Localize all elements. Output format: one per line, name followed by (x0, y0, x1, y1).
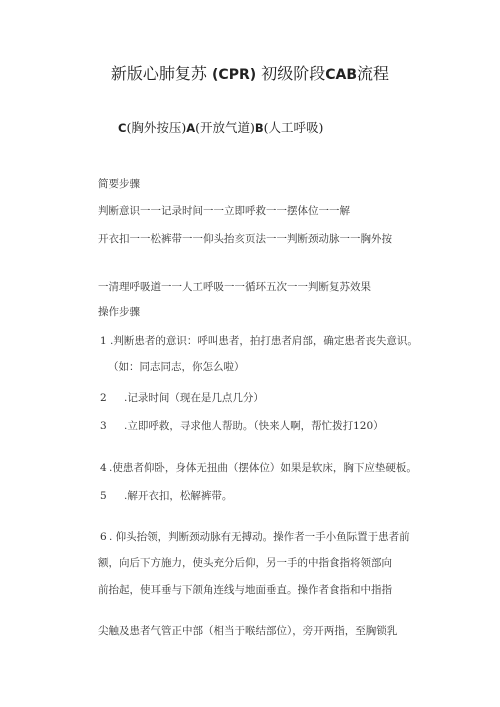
subtitle-c-text: (胸外按压) (126, 120, 187, 135)
step-number: 1 (100, 335, 107, 347)
summary-line: 一清理呼吸道一一人工呼吸一一循环五次一一判断复苏效果 (98, 281, 371, 293)
step-text: .使患者仰卧，身体无扭曲（摆体位）如果是软床，胸下应垫硬板。 (109, 462, 417, 474)
step-text: .记录时间（现在是几点几分） (124, 392, 264, 404)
title-part4: CAB (325, 67, 358, 83)
title-part1: 新版心肺复苏 (110, 64, 207, 83)
step-text: . 仰头抬领，判断颈动脉有无搏动。操作者一手小鱼际置于患者前 (109, 531, 410, 543)
step-text: （如：同志同志，你怎么啦） (108, 361, 245, 373)
summary-heading: 简要步骤 (98, 178, 140, 190)
subtitle (118, 120, 323, 136)
step-text: 尖触及患者气管正中部（相当于喉结部位），旁开两指，至胸锁乳 (98, 625, 398, 637)
step-number: 2 (100, 392, 107, 404)
step-text: .判断患者的意识：呼叫患者，拍打患者肩部，确定患者丧失意识。 (110, 335, 418, 347)
step-number: 5 (100, 490, 107, 502)
subtitle-a: A (186, 121, 196, 135)
summary-line: 开衣扣一一松裤带一一仰头抬亥页法一一判断颈动脉一一胸外按 (98, 233, 392, 245)
step-text: .解开衣扣，松解裤带。 (124, 490, 233, 502)
page-title (0, 63, 500, 86)
title-part5: 流程 (357, 64, 390, 83)
ops-heading: 操作步骤 (98, 306, 140, 318)
subtitle-b: B (254, 121, 264, 135)
step-text: 前抬起，使耳垂与下颌角连线与地面垂直。操作者食指和中指指 (98, 584, 392, 596)
step-number: 3 (100, 420, 107, 432)
subtitle-b-text: (人工呼吸) (263, 120, 324, 135)
step-text: .立即呼救，寻求他人帮助。（快来人啊，帮忙拨打120） (124, 420, 384, 432)
summary-line: 判断意识一一记录时间一一立即呼救一一摆体位一一解 (98, 205, 350, 217)
subtitle-a-text: (开放气道) (195, 120, 255, 135)
title-part2: (CPR) (212, 67, 257, 83)
step-text: 额，向后下方施力，使头充分后仰，另一手的中指食指将领部向 (98, 557, 392, 569)
title-part3: 初级阶段 (261, 64, 326, 83)
step-number: 6 (100, 531, 107, 543)
subtitle-c: C (118, 121, 127, 135)
step-number: 4 (100, 462, 107, 474)
